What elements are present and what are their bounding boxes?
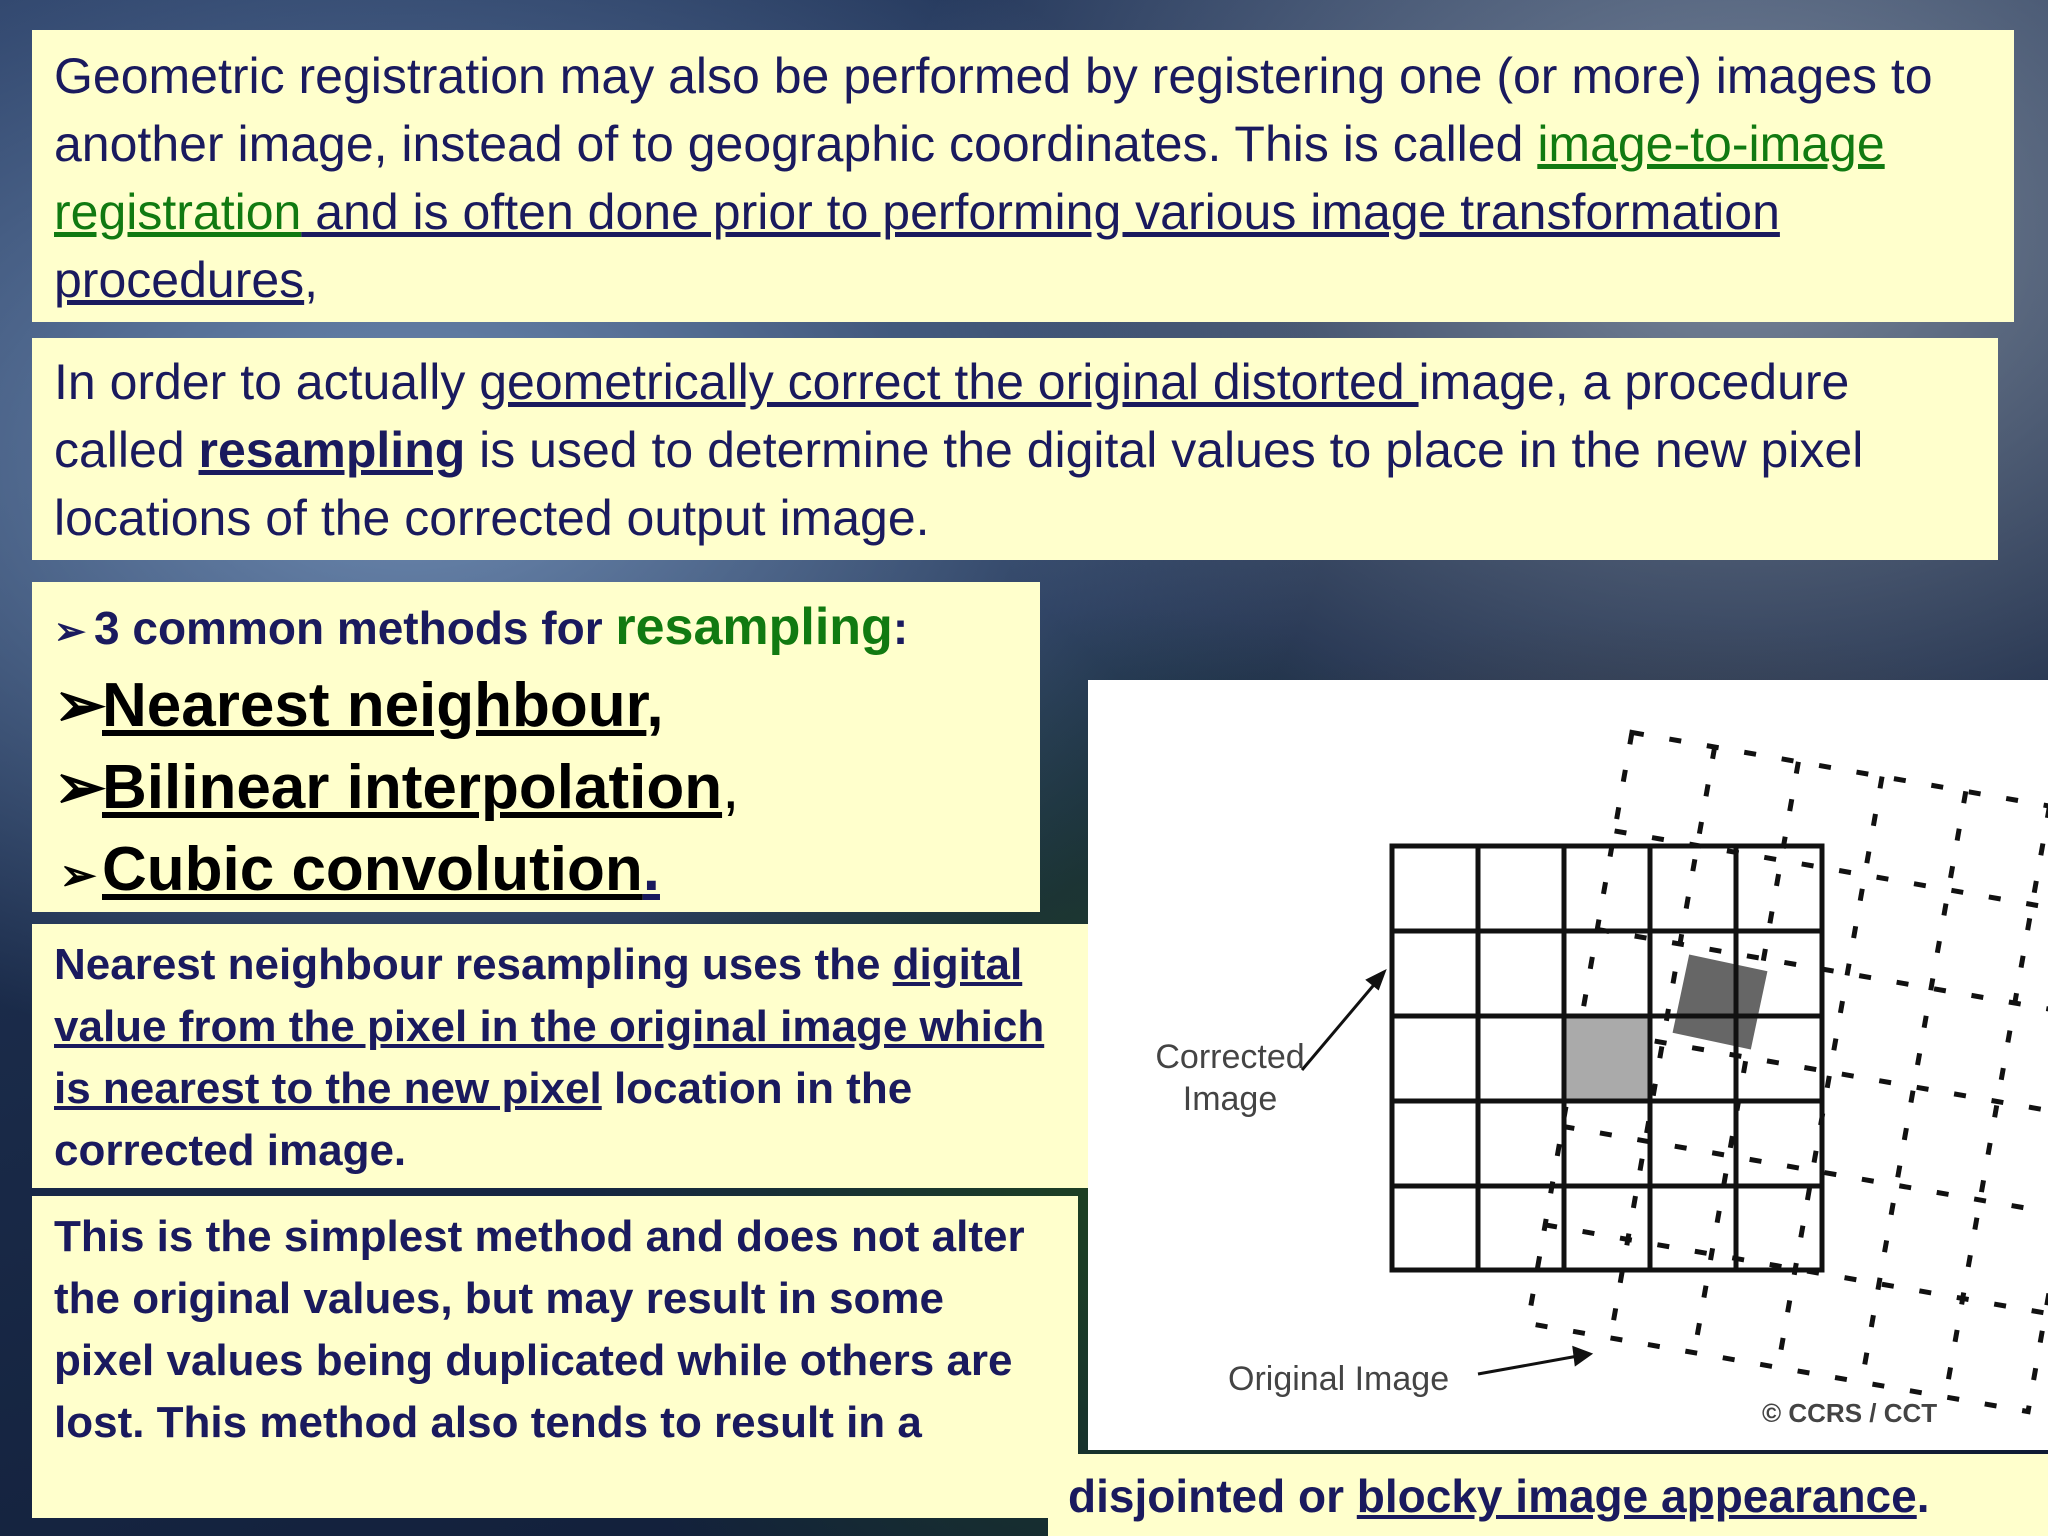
credit-label: © CCRS / CCT [1762, 1398, 1938, 1428]
blocky-text-2: . [1916, 1470, 1930, 1522]
image-to-image-link: image-to-image registration [54, 116, 1885, 240]
resampling-intro-2: image, a procedure called [54, 354, 1850, 478]
method-label: Bilinear interpolation [102, 753, 723, 822]
methods-heading-colon: : [892, 602, 909, 654]
registration-text: Geometric registration may also be performed by registering one (or more) images to another image, instead of to geographic coordinates. This is called [54, 48, 1933, 172]
method-item [54, 829, 1018, 917]
arrow-bullet-icon: ➢ [54, 753, 106, 822]
blocky-text-1: disjointed or [1068, 1470, 1357, 1522]
method-item [54, 747, 1018, 829]
blocky-appearance-box [1048, 1454, 2048, 1536]
resampling-intro-underline: geometrically correct the original distorted [479, 354, 1419, 410]
method-punct: , [722, 753, 740, 822]
registration-end: , [304, 252, 319, 308]
nn-text-underline: digital value from the pixel in the original image which is nearest to the new pixel [54, 940, 1045, 1113]
methods-heading [54, 594, 1018, 665]
method-label: Nearest neighbour [102, 671, 647, 740]
resampling-diagram-svg [1088, 680, 2048, 1450]
corrected-image-label-2: Image [1182, 1080, 1278, 1118]
transformation-text: and is often done prior to performing various image transformation procedures [54, 184, 1780, 308]
method-label: Cubic convolution [102, 835, 643, 904]
nearest-neighbour-box [32, 924, 1088, 1188]
simplest-method-box [32, 1196, 1078, 1518]
methods-box [32, 582, 1040, 912]
arrow-bullet-icon: ➢ [54, 611, 86, 653]
method-punct: . [642, 835, 660, 904]
resampling-term: resampling [198, 422, 466, 478]
arrow-bullet-icon: ➢ [54, 671, 106, 740]
resampling-diagram [1088, 680, 2048, 1450]
arrow-bullet-icon: ➢ [59, 851, 97, 900]
nn-text-1: Nearest neighbour resampling uses the [54, 940, 893, 989]
blocky-text-underline: blocky image appearance [1356, 1470, 1917, 1522]
corrected-image-label-1: Corrected [1155, 1038, 1305, 1076]
resampling-intro-box [32, 338, 1998, 560]
resampling-intro-1: In order to actually [54, 354, 480, 410]
nn-text-2: location in the corrected image. [54, 1064, 913, 1175]
method-item [54, 665, 1018, 747]
original-image-label: Original Image [1228, 1360, 1450, 1398]
registration-text-box [32, 30, 2014, 322]
simplest-method-text: This is the simplest method and does not alter the original values, but may result in some pixel values being duplicated while others are lost. This method also tends to result in a [54, 1212, 1025, 1447]
original-pixel-shade [1673, 955, 1768, 1050]
method-punct: , [646, 671, 664, 740]
methods-heading-text: 3 common methods for [94, 602, 616, 654]
resampling-intro-3: is used to determine the digital values to place in the new pixel locations of the corrected output image. [54, 422, 1864, 546]
pointer-arrows [1302, 972, 1590, 1374]
methods-heading-green: resampling [615, 598, 893, 656]
corrected-pixel-shade [1564, 1016, 1650, 1102]
